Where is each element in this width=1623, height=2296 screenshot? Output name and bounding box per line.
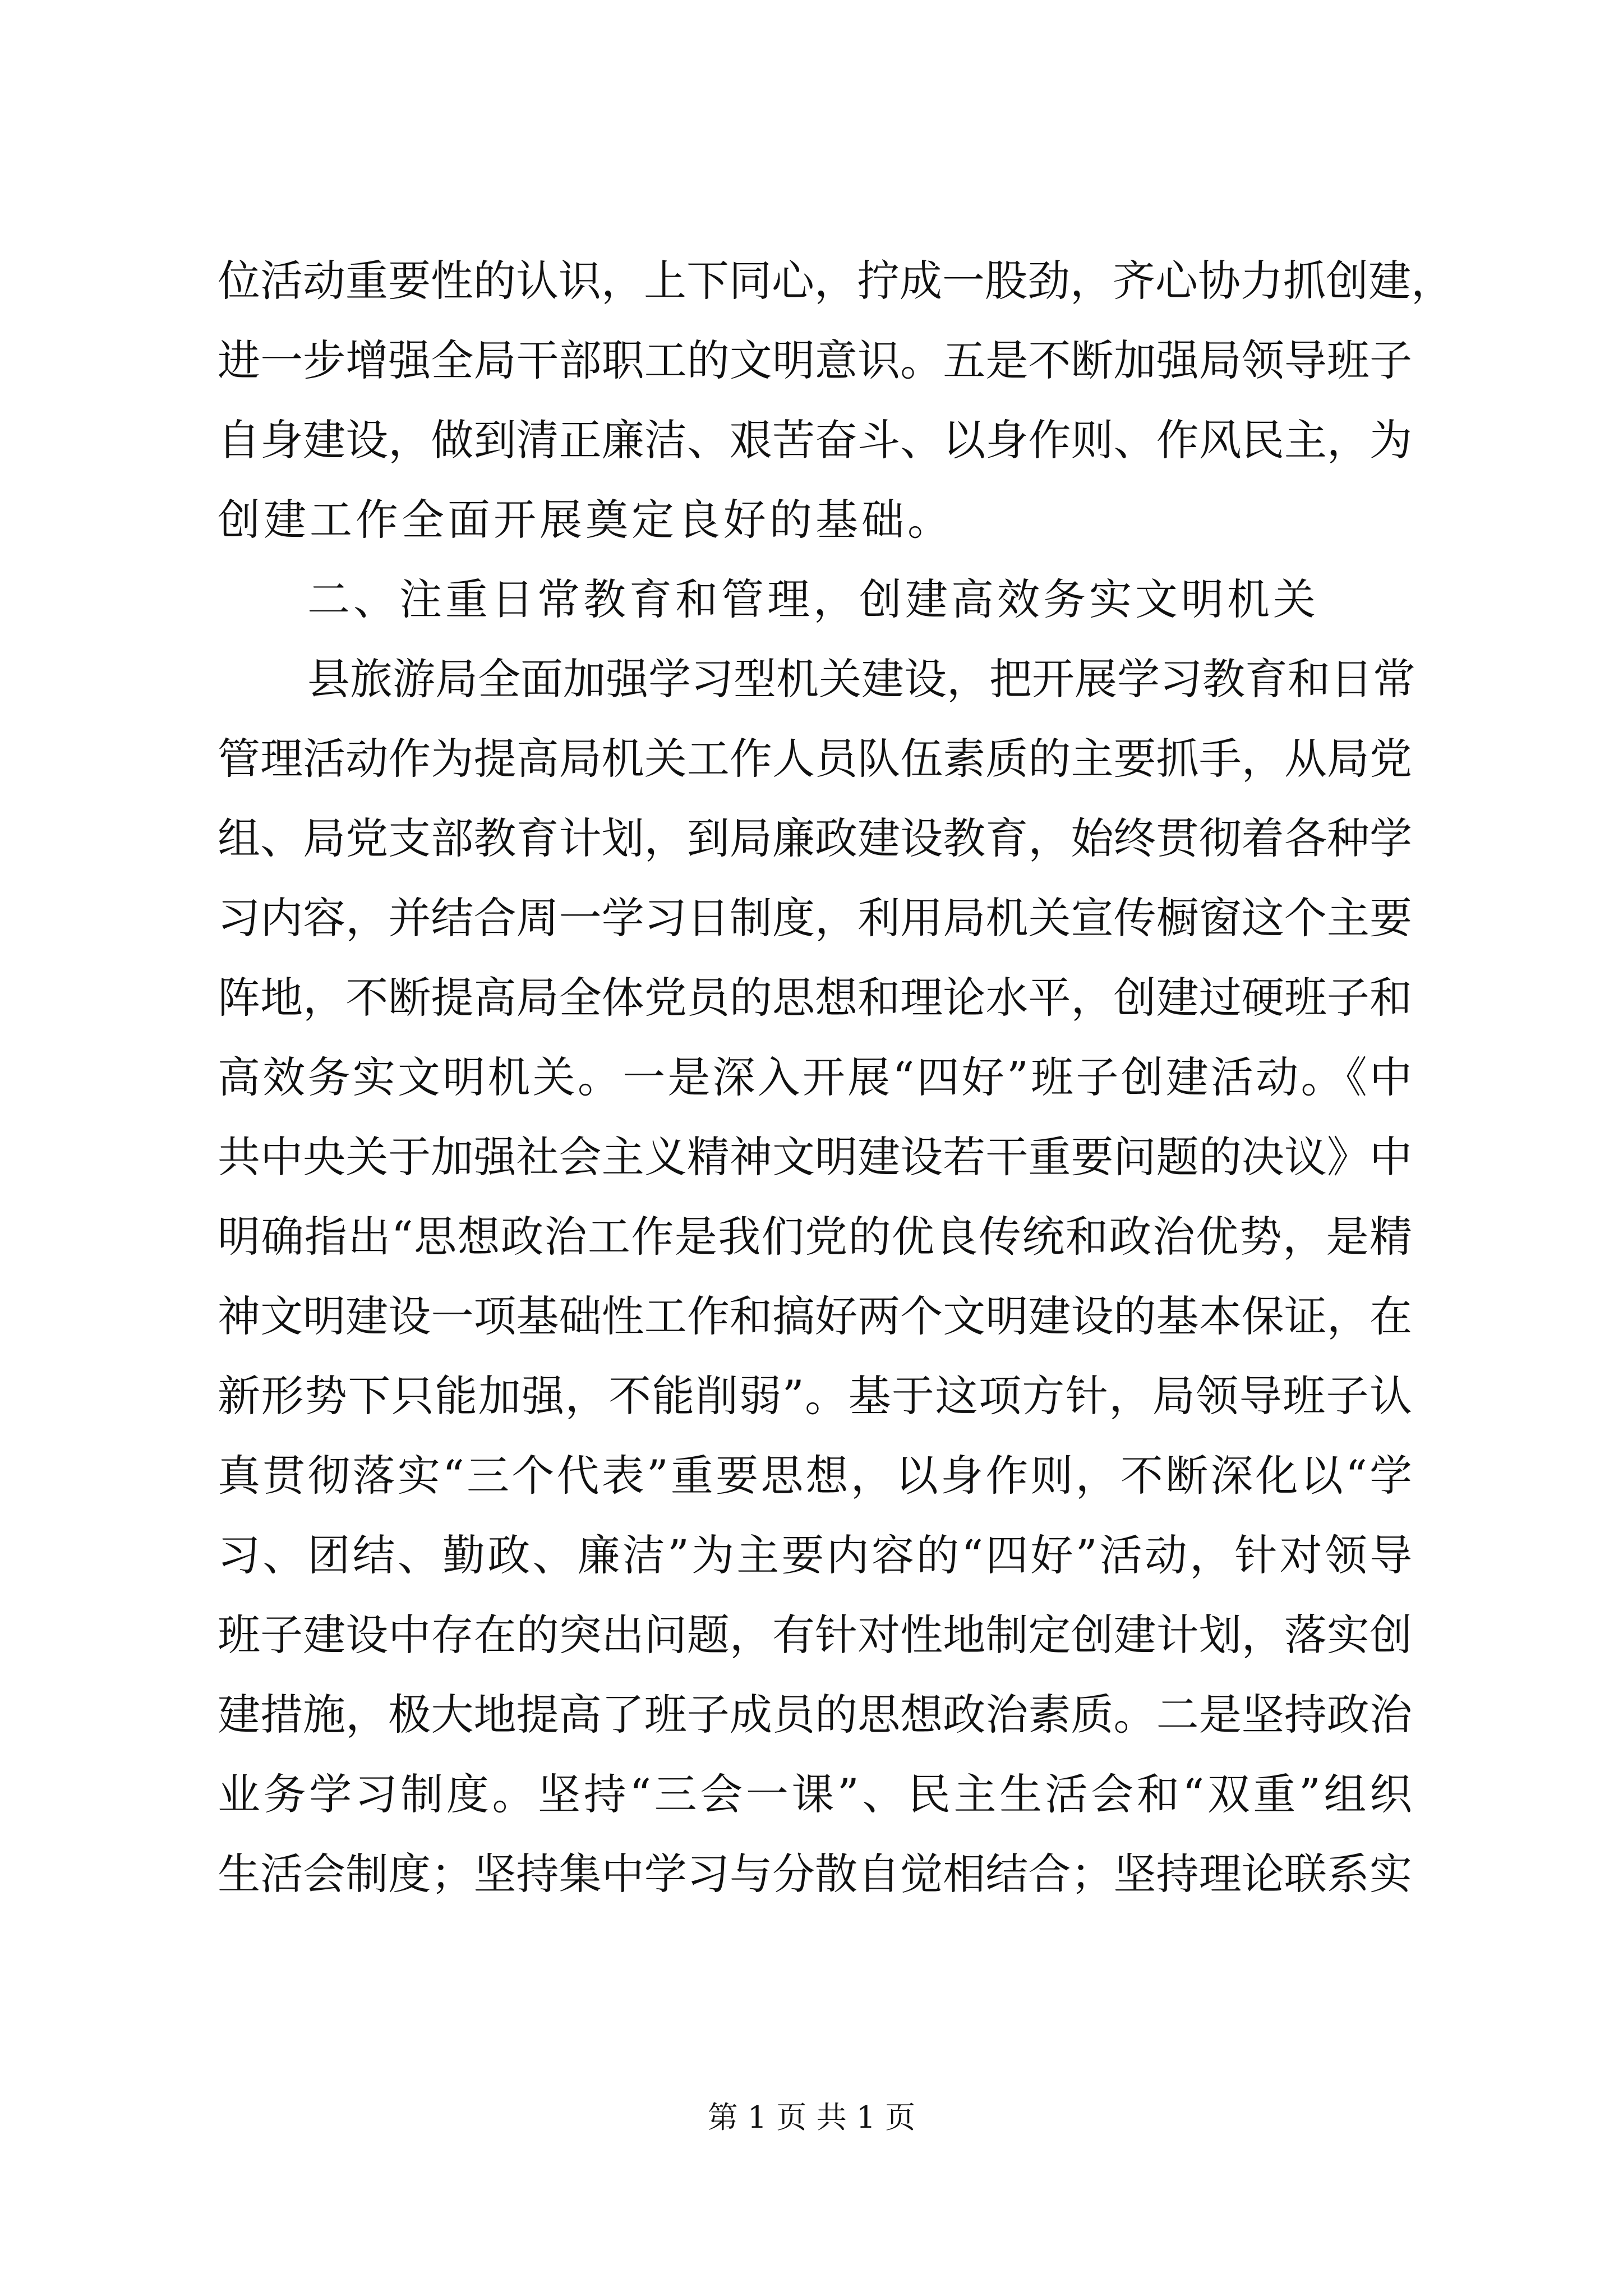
- text-line: 习内容，并结合周一学习日制度，利用局机关宣传橱窗这个主要: [218, 893, 1412, 943]
- text-line: 高效务实文明机关。一是深入开展“四好”班子创建活动。《中: [218, 1052, 1412, 1102]
- text-line: 管理活动作为提高局机关工作人员队伍素质的主要抓手，从局党: [218, 734, 1412, 784]
- body-text: [218, 241, 1454, 1914]
- text-line: 习、团结、勤政、廉洁”为主要内容的“四好”活动，针对领导: [218, 1530, 1412, 1580]
- text-line: 自身建设，做到清正廉洁、艰苦奋斗、以身作则、作风民主，为: [218, 415, 1412, 465]
- text-line: 班子建设中存在的突出问题，有针对性地制定创建计划，落实创: [218, 1610, 1412, 1660]
- text-line: 新形势下只能加强，不能削弱”。基于这项方针，局领导班子认: [218, 1371, 1412, 1421]
- section-heading: 二、注重日常教育和管理，创建高效务实文明机关: [307, 574, 1319, 624]
- page-footer: 第 1 页 共 1 页: [707, 2100, 916, 2135]
- text-line: 生活会制度；坚持集中学习与分散自觉相结合；坚持理论联系实: [218, 1849, 1412, 1899]
- text-line: 真贯彻落实“三个代表”重要思想，以身作则，不断深化以“学: [218, 1451, 1412, 1501]
- text-line: 创建工作全面开展奠定良好的基础。: [218, 495, 953, 545]
- text-line: 进一步增强全局干部职工的文明意识。五是不断加强局领导班子: [218, 335, 1412, 385]
- text-line: 位活动重要性的认识，上下同心，拧成一股劲，齐心协力抓创建，: [218, 256, 1454, 306]
- text-line: 县旅游局全面加强学习型机关建设，把开展学习教育和日常: [307, 654, 1415, 704]
- text-line: 阵地，不断提高局全体党员的思想和理论水平，创建过硬班子和: [218, 973, 1412, 1023]
- text-line: 业务学习制度。坚持“三会一课”、民主生活会和“双重”组织: [218, 1769, 1412, 1819]
- text-line: 建措施，极大地提高了班子成员的思想政治素质。二是坚持政治: [218, 1690, 1412, 1740]
- text-line: 明确指出“思想政治工作是我们党的优良传统和政治优势，是精: [218, 1212, 1412, 1262]
- text-line: 神文明建设一项基础性工作和搞好两个文明建设的基本保证，在: [218, 1291, 1412, 1341]
- text-line: 组、局党支部教育计划，到局廉政建设教育，始终贯彻着各种学: [218, 813, 1412, 863]
- text-line: 共中央关于加强社会主义精神文明建设若干重要问题的决议》中: [218, 1132, 1412, 1182]
